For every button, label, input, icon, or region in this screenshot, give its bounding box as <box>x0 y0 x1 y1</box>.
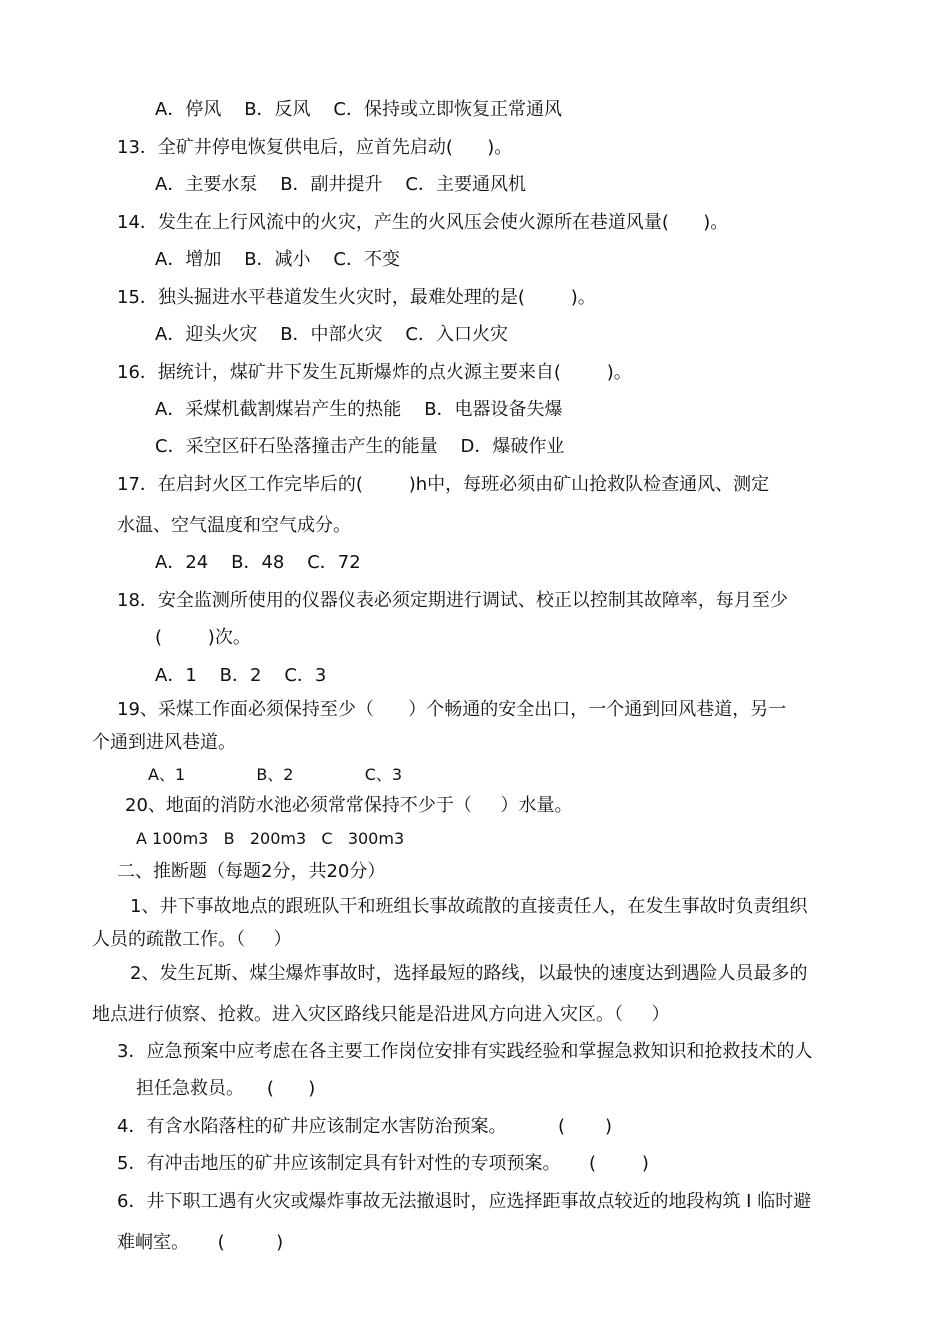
q15-options: A．迎头火灾 B．中部火灾 C．入口火灾 <box>155 324 509 345</box>
q17-text-cont: 水温、空气温度和空气成分。 <box>117 515 351 536</box>
q17-text: 17．在启封火区工作完毕后的( )h中，每班必须由矿山抢救队检查通风、测定 <box>117 474 770 495</box>
tf3-text: 3．应急预案中应考虑在各主要工作岗位安排有实践经验和掌握急救知识和抢救技术的人 <box>117 1041 813 1062</box>
q13-options: A．主要水泵 B．副井提升 C．主要通风机 <box>155 174 527 195</box>
q15-text: 15．独头掘进水平巷道发生火灾时，最难处理的是( )。 <box>117 287 596 308</box>
tf2-text-cont: 地点进行侦察、抢救。进入灾区路线只能是沿进风方向进入灾区。（ ） <box>92 1004 670 1025</box>
q19-options: A、1 B、2 C、3 <box>148 765 403 784</box>
tf6-text-cont: 难峒室。 ( ) <box>117 1232 284 1253</box>
tf1-text-cont: 人员的疏散工作。（ ） <box>92 929 292 950</box>
tf4-text: 4．有含水陷落柱的矿井应该制定水害防治预案。 ( ) <box>117 1116 613 1137</box>
q20-text: 20、地面的消防水池必须常常保持不少于（ ）水量。 <box>125 795 573 816</box>
q17-options: A．24 B．48 C．72 <box>155 552 361 573</box>
q16-options-ab: A．采煤机截割煤岩产生的热能 B．电器设备失爆 <box>155 399 563 420</box>
q13-text: 13．全矿井停电恢复供电后，应首先启动( )。 <box>117 137 513 158</box>
tf6-text: 6．井下职工遇有火灾或爆炸事故无法撤退时，应选择距事故点较近的地段构筑 I 临时避 <box>117 1191 812 1212</box>
tf2-text: 2、发生瓦斯、煤尘爆炸事故时，选择最短的路线，以最快的速度达到遇险人员最多的 <box>130 963 808 984</box>
q20-options: A 100m3 B 200m3 C 300m3 <box>136 829 405 848</box>
q18-options: A．1 B．2 C．3 <box>155 665 327 686</box>
tf3-text-cont: 担任急救员。 ( ) <box>136 1078 316 1099</box>
section-heading: 二、推断题（每题2分，共20分） <box>117 861 386 882</box>
q19-text: 19、采煤工作面必须保持至少（ ）个畅通的安全出口，一个通到回风巷道，另一 <box>117 699 787 720</box>
q18-text-cont: ( )次。 <box>155 627 251 648</box>
q16-options-cd: C．采空区矸石坠落撞击产生的能量 D．爆破作业 <box>155 436 565 457</box>
q18-text: 18．安全监测所使用的仪器仪表必须定期进行调试、校正以控制其故障率，每月至少 <box>117 590 788 611</box>
q14-text: 14．发生在上行风流中的火灾，产生的火风压会使火源所在巷道风量( )。 <box>117 212 729 233</box>
tf5-text: 5．有冲击地压的矿井应该制定具有针对性的专项预案。 ( ) <box>117 1153 649 1174</box>
tf1-text: 1、井下事故地点的跟班队干和班组长事故疏散的直接责任人，在发生事故时负责组织 <box>130 896 808 917</box>
q12-options: A．停风 B．反风 C．保持或立即恢复正常通风 <box>155 99 563 120</box>
q19-text-cont: 个通到进风巷道。 <box>92 732 236 753</box>
q16-text: 16．据统计，煤矿井下发生瓦斯爆炸的点火源主要来自( )。 <box>117 362 632 383</box>
q14-options: A．增加 B．减小 C．不变 <box>155 249 401 270</box>
